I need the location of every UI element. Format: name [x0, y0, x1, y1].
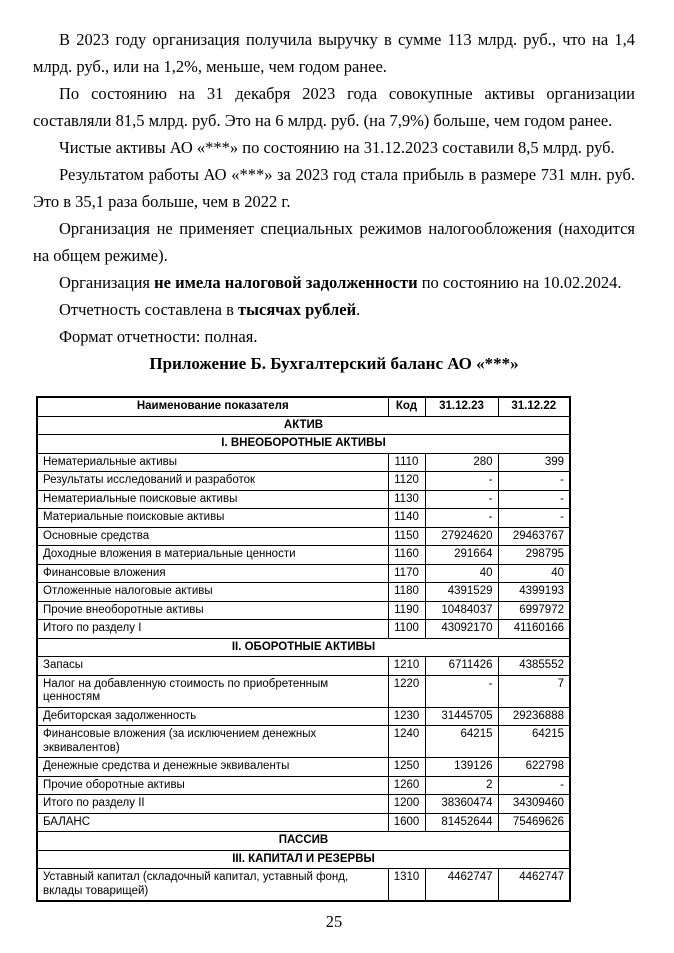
table-header-cell: Наименование показателя — [37, 397, 388, 416]
row-name-cell: Прочие оборотные активы — [37, 776, 388, 795]
row-name-cell: Итого по разделу II — [37, 795, 388, 814]
row-code-cell: 1110 — [388, 453, 425, 472]
row-name-cell: Налог на добавленную стоимость по приобретенным ценностям — [37, 675, 388, 707]
table-section-row — [37, 416, 570, 435]
row-value-2022-cell: 4385552 — [498, 657, 570, 676]
text-run: Отчетность составлена в — [59, 300, 239, 319]
row-value-2022-cell: 29463767 — [498, 527, 570, 546]
row-value-2023-cell: 43092170 — [425, 620, 498, 639]
table-row — [37, 583, 570, 602]
section-label: АКТИВ — [37, 416, 570, 435]
page-number: 25 — [325, 912, 343, 931]
text-run: Организация — [59, 273, 155, 292]
table-row — [37, 453, 570, 472]
section-label: I. ВНЕОБОРОТНЫЕ АКТИВЫ — [37, 435, 570, 454]
row-code-cell: 1240 — [388, 726, 425, 758]
row-value-2023-cell: - — [425, 472, 498, 491]
text-run: Чистые активы АО «***» по состоянию на 31.12.2023 составили 8,5 млрд. руб. — [59, 138, 615, 157]
row-code-cell: 1170 — [388, 564, 425, 583]
row-code-cell: 1200 — [388, 795, 425, 814]
row-value-2023-cell: 6711426 — [425, 657, 498, 676]
row-code-cell: 1210 — [388, 657, 425, 676]
row-value-2022-cell: 399 — [498, 453, 570, 472]
row-code-cell: 1100 — [388, 620, 425, 639]
row-value-2023-cell: 27924620 — [425, 527, 498, 546]
table-row — [37, 675, 570, 707]
row-value-2022-cell: - — [498, 776, 570, 795]
row-value-2023-cell: 10484037 — [425, 601, 498, 620]
report-text — [33, 26, 635, 350]
row-value-2023-cell: 4391529 — [425, 583, 498, 602]
table-row — [37, 657, 570, 676]
section-label: II. ОБОРОТНЫЕ АКТИВЫ — [37, 638, 570, 657]
table-row — [37, 472, 570, 491]
row-value-2023-cell: - — [425, 509, 498, 528]
row-name-cell: Запасы — [37, 657, 388, 676]
row-value-2022-cell: 298795 — [498, 546, 570, 565]
row-code-cell: 1260 — [388, 776, 425, 795]
row-value-2022-cell: 40 — [498, 564, 570, 583]
table-row — [37, 726, 570, 758]
paragraph — [33, 134, 635, 161]
row-value-2022-cell: 41160166 — [498, 620, 570, 639]
row-code-cell: 1310 — [388, 869, 425, 902]
table-header-cell: 31.12.22 — [498, 397, 570, 416]
table-row — [37, 869, 570, 902]
appendix-heading: Приложение Б. Бухгалтерский баланс АО «***» — [149, 354, 519, 373]
row-code-cell: 1180 — [388, 583, 425, 602]
paragraph — [33, 26, 635, 80]
table-row — [37, 564, 570, 583]
text-run: В 2023 году организация получила выручку в сумме 113 млрд. руб., что на 1,4 млрд. руб., или на 1,2%, меньше, чем годом ранее. — [33, 30, 635, 76]
row-code-cell: 1250 — [388, 758, 425, 777]
table-header-row — [37, 397, 570, 416]
balance-sheet-table — [36, 396, 571, 902]
table-row — [37, 813, 570, 832]
table-row — [37, 758, 570, 777]
row-name-cell: Отложенные налоговые активы — [37, 583, 388, 602]
row-code-cell: 1600 — [388, 813, 425, 832]
table-row — [37, 620, 570, 639]
row-value-2023-cell: 40 — [425, 564, 498, 583]
row-value-2023-cell: 38360474 — [425, 795, 498, 814]
row-name-cell: БАЛАНС — [37, 813, 388, 832]
table-header-cell: 31.12.23 — [425, 397, 498, 416]
row-name-cell: Денежные средства и денежные эквиваленты — [37, 758, 388, 777]
row-code-cell: 1190 — [388, 601, 425, 620]
row-value-2023-cell: - — [425, 675, 498, 707]
bold-text-run: не имела налоговой задолженности — [154, 273, 418, 292]
row-code-cell: 1220 — [388, 675, 425, 707]
row-value-2023-cell: 139126 — [425, 758, 498, 777]
row-name-cell: Финансовые вложения (за исключением денежных эквивалентов) — [37, 726, 388, 758]
row-name-cell: Доходные вложения в материальные ценности — [37, 546, 388, 565]
text-run: Организация не применяет специальных режимов налогообложения (находится на общем режиме). — [33, 219, 635, 265]
table-row — [37, 601, 570, 620]
table-section-row — [37, 638, 570, 657]
row-value-2023-cell: 2 — [425, 776, 498, 795]
row-name-cell: Итого по разделу I — [37, 620, 388, 639]
text-run: . — [356, 300, 361, 319]
row-name-cell: Результаты исследований и разработок — [37, 472, 388, 491]
row-name-cell: Материальные поисковые активы — [37, 509, 388, 528]
row-value-2023-cell: 31445705 — [425, 707, 498, 726]
row-code-cell: 1140 — [388, 509, 425, 528]
row-code-cell: 1120 — [388, 472, 425, 491]
row-code-cell: 1150 — [388, 527, 425, 546]
table-row — [37, 546, 570, 565]
table-section-row — [37, 435, 570, 454]
paragraph — [33, 296, 635, 323]
row-value-2023-cell: 4462747 — [425, 869, 498, 902]
row-name-cell: Финансовые вложения — [37, 564, 388, 583]
row-value-2022-cell: 6997972 — [498, 601, 570, 620]
row-value-2022-cell: 75469626 — [498, 813, 570, 832]
row-value-2023-cell: 81452644 — [425, 813, 498, 832]
row-value-2022-cell: - — [498, 490, 570, 509]
row-value-2022-cell: - — [498, 509, 570, 528]
table-row — [37, 795, 570, 814]
table-row — [37, 490, 570, 509]
table-section-row — [37, 850, 570, 869]
row-name-cell: Дебиторская задолженность — [37, 707, 388, 726]
row-value-2022-cell: 64215 — [498, 726, 570, 758]
table-row — [37, 707, 570, 726]
paragraph — [33, 269, 635, 296]
text-run: По состоянию на 31 декабря 2023 года совокупные активы организации составляли 81,5 млрд. руб. Это на 6 млрд. руб. (на 7,9%) больше, чем годом ранее. — [33, 84, 635, 130]
text-run: Формат отчетности: полная. — [59, 327, 258, 346]
row-value-2022-cell: 29236888 — [498, 707, 570, 726]
row-value-2022-cell: 622798 — [498, 758, 570, 777]
row-code-cell: 1160 — [388, 546, 425, 565]
paragraph — [33, 215, 635, 269]
paragraph — [33, 80, 635, 134]
row-value-2023-cell: 291664 — [425, 546, 498, 565]
text-run: Результатом работы АО «***» за 2023 год стала прибыль в размере 731 млн. руб. Это в 35,1 раза больше, чем в 2022 г. — [33, 165, 635, 211]
row-value-2022-cell: - — [498, 472, 570, 491]
table-header-cell: Код — [388, 397, 425, 416]
paragraph — [33, 323, 635, 350]
row-value-2022-cell: 4462747 — [498, 869, 570, 902]
bold-text-run: тысячах рублей — [238, 300, 357, 319]
row-value-2022-cell: 7 — [498, 675, 570, 707]
section-label: ПАССИВ — [37, 832, 570, 851]
row-code-cell: 1130 — [388, 490, 425, 509]
row-name-cell: Нематериальные поисковые активы — [37, 490, 388, 509]
row-value-2022-cell: 34309460 — [498, 795, 570, 814]
row-name-cell: Уставный капитал (складочный капитал, уставный фонд, вклады товарищей) — [37, 869, 388, 902]
row-value-2023-cell: 64215 — [425, 726, 498, 758]
table-row — [37, 509, 570, 528]
paragraph — [33, 161, 635, 215]
table-row — [37, 527, 570, 546]
row-name-cell: Нематериальные активы — [37, 453, 388, 472]
row-code-cell: 1230 — [388, 707, 425, 726]
row-value-2023-cell: - — [425, 490, 498, 509]
row-value-2023-cell: 280 — [425, 453, 498, 472]
section-label: III. КАПИТАЛ И РЕЗЕРВЫ — [37, 850, 570, 869]
text-run: по состоянию на 10.02.2024. — [417, 273, 622, 292]
table-row — [37, 776, 570, 795]
row-name-cell: Основные средства — [37, 527, 388, 546]
table-section-row — [37, 832, 570, 851]
row-value-2022-cell: 4399193 — [498, 583, 570, 602]
row-name-cell: Прочие внеоборотные активы — [37, 601, 388, 620]
